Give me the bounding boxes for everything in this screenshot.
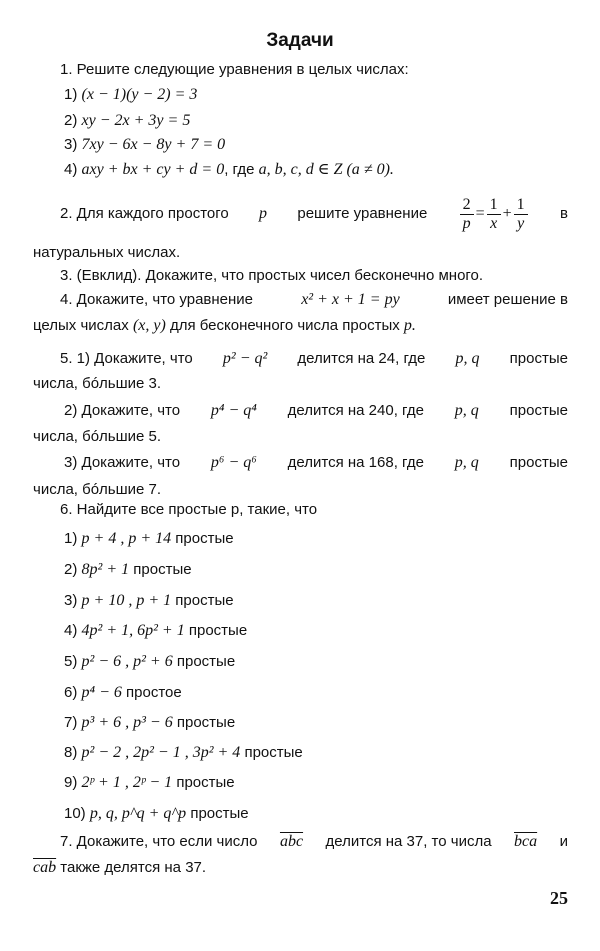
word: простые <box>244 744 303 761</box>
text: делится на 168, где <box>287 454 424 471</box>
problem-1-intro: 1. Решите следующие уравнения в целых числах: <box>60 61 409 78</box>
problem-3: 3. (Евклид). Докажите, что простых чисел бесконечно много. <box>60 267 484 284</box>
pair: (x, y) <box>132 317 166 334</box>
item-label: 1) <box>64 86 78 103</box>
problem-6-item <box>0 560 600 580</box>
word: простые <box>175 530 234 547</box>
problem-1-item-2 <box>0 111 600 131</box>
item-label: 10) <box>64 805 86 822</box>
problem-6-item <box>0 652 600 672</box>
problem-4-line-2 <box>0 316 600 336</box>
word: простые <box>175 592 234 609</box>
where-word: , где <box>224 161 255 178</box>
variables-pq: p, q <box>454 454 479 471</box>
fraction-1-over-x <box>487 196 501 233</box>
text: простые <box>509 402 568 419</box>
variables-pq: p, q <box>455 350 480 367</box>
text: простые <box>509 350 568 367</box>
word: простые <box>176 653 236 670</box>
word: простые <box>176 714 236 731</box>
expression: p, q, p^q + q^p <box>89 805 187 822</box>
text: решите уравнение <box>297 205 428 222</box>
variables-pq: p, q <box>454 402 479 419</box>
problem-5-part-3-line-2: числа, бóльшие 7. <box>33 481 162 498</box>
expression: p⁶ − q⁶ <box>210 454 257 471</box>
item-label: 3) <box>64 136 78 153</box>
problem-5-part-2-line-2: числа, бóльшие 5. <box>33 428 162 445</box>
problem-5-part-1-line-1 <box>60 349 568 369</box>
item-label: 3) <box>64 592 78 609</box>
problem-7-line-2 <box>0 858 600 878</box>
expression: p + 4 , p + 14 <box>81 530 172 547</box>
problem-7-line-1 <box>60 832 568 852</box>
equation: x² + x + 1 = py <box>301 291 400 308</box>
item-label: 6) <box>64 684 78 701</box>
denominator: x <box>490 214 498 232</box>
number-bca: $\overline{bca}$ <box>514 833 538 850</box>
item-label: 4) <box>64 622 78 639</box>
expression: 2ᵖ + 1 , 2ᵖ − 1 <box>81 774 173 791</box>
item-label: 8) <box>64 744 78 761</box>
fraction-1-over-y <box>514 196 528 233</box>
denominator: y <box>517 214 525 232</box>
text: целых числах <box>33 317 129 334</box>
expression: p⁴ − q⁴ <box>210 402 257 419</box>
equation: (x − 1)(y − 2) = 3 <box>81 86 198 103</box>
variable-p: p <box>259 205 268 222</box>
text: 5. 1) Докажите, что <box>60 350 193 367</box>
equation: 7xy − 6x − 8y + 7 = 0 <box>81 136 226 153</box>
item-label: 2) <box>64 112 78 129</box>
variable-p: p. <box>403 317 416 334</box>
equation: axy + bx + cy + d = 0 <box>81 161 225 178</box>
denominator: p <box>462 214 471 232</box>
plus-sign: + <box>502 205 512 222</box>
item-label: 5) <box>64 653 78 670</box>
problem-5-part-1-line-2: числа, бóльшие 3. <box>33 375 162 392</box>
text: и <box>559 833 568 850</box>
text: 4. Докажите, что уравнение <box>60 291 254 308</box>
problem-6-item <box>0 713 600 733</box>
condition: a, b, c, d ∈ Z (a ≠ 0). <box>258 161 394 178</box>
text: имеет решение в <box>447 291 568 308</box>
text: простые <box>509 454 568 471</box>
problem-6-item <box>0 621 600 641</box>
expression: p² − 6 , p² + 6 <box>81 653 173 670</box>
expression: 8p² + 1 <box>81 561 130 578</box>
item-label: 9) <box>64 774 78 791</box>
problem-6-intro: 6. Найдите все простые p, такие, что <box>60 501 318 518</box>
item-label: 4) <box>64 161 78 178</box>
text: делится на 24, где <box>297 350 426 367</box>
problem-5-part-2-line-1 <box>64 401 568 421</box>
problem-6-item <box>0 529 600 549</box>
word: простое <box>126 684 182 701</box>
item-label: 7) <box>64 714 78 731</box>
expression: p² − q² <box>222 350 268 367</box>
problem-6-item <box>0 804 600 824</box>
text: 2. Для каждого простого <box>60 205 229 222</box>
problem-6-item <box>0 591 600 611</box>
equals-sign: = <box>475 205 485 222</box>
page-number: 25 <box>550 888 568 908</box>
equation: xy − 2x + 3y = 5 <box>81 112 191 129</box>
text: 3) Докажите, что <box>64 454 181 471</box>
problem-6-item <box>0 683 600 703</box>
problem-1-item-1 <box>0 85 600 105</box>
problem-5-part-3-line-1 <box>64 453 568 473</box>
number-abc: $\overline{abc}$ <box>279 833 304 850</box>
page-title: Задачи <box>266 30 334 51</box>
expression: p + 10 , p + 1 <box>81 592 172 609</box>
numerator: 1 <box>487 196 501 215</box>
problem-2-line-1 <box>60 196 568 232</box>
item-label: 2) <box>64 561 78 578</box>
expression: p² − 2 , 2p² − 1 , 3p² + 4 <box>81 744 241 761</box>
text: делится на 37, то числа <box>325 833 492 850</box>
text: в <box>559 205 568 222</box>
word: простые <box>188 622 248 639</box>
problem-6-item <box>0 743 600 763</box>
item-label: 1) <box>64 530 78 547</box>
number-cab: $\overline{cab}$ <box>33 859 57 876</box>
problem-1-item-3 <box>0 135 600 155</box>
expression: p⁴ − 6 <box>81 684 122 701</box>
word: простые <box>176 774 235 791</box>
word: простые <box>190 805 249 822</box>
text: также делятся на 37. <box>60 859 207 876</box>
expression: p³ + 6 , p³ − 6 <box>81 714 173 731</box>
problem-6-item <box>0 773 600 793</box>
problem-1-item-4 <box>0 160 600 180</box>
problem-2-line-2: натуральных числах. <box>33 244 181 261</box>
expression: 4p² + 1, 6p² + 1 <box>81 622 185 639</box>
numerator: 2 <box>460 196 474 215</box>
text: 7. Докажите, что если число <box>60 833 258 850</box>
text: делится на 240, где <box>287 402 424 419</box>
problem-4-line-1 <box>60 290 568 310</box>
text: для бесконечного числа простых <box>169 317 400 334</box>
word: простые <box>133 561 192 578</box>
fraction-2-over-p <box>460 196 474 233</box>
numerator: 1 <box>514 196 528 215</box>
text: 2) Докажите, что <box>64 402 181 419</box>
equation-fraction <box>458 196 530 233</box>
